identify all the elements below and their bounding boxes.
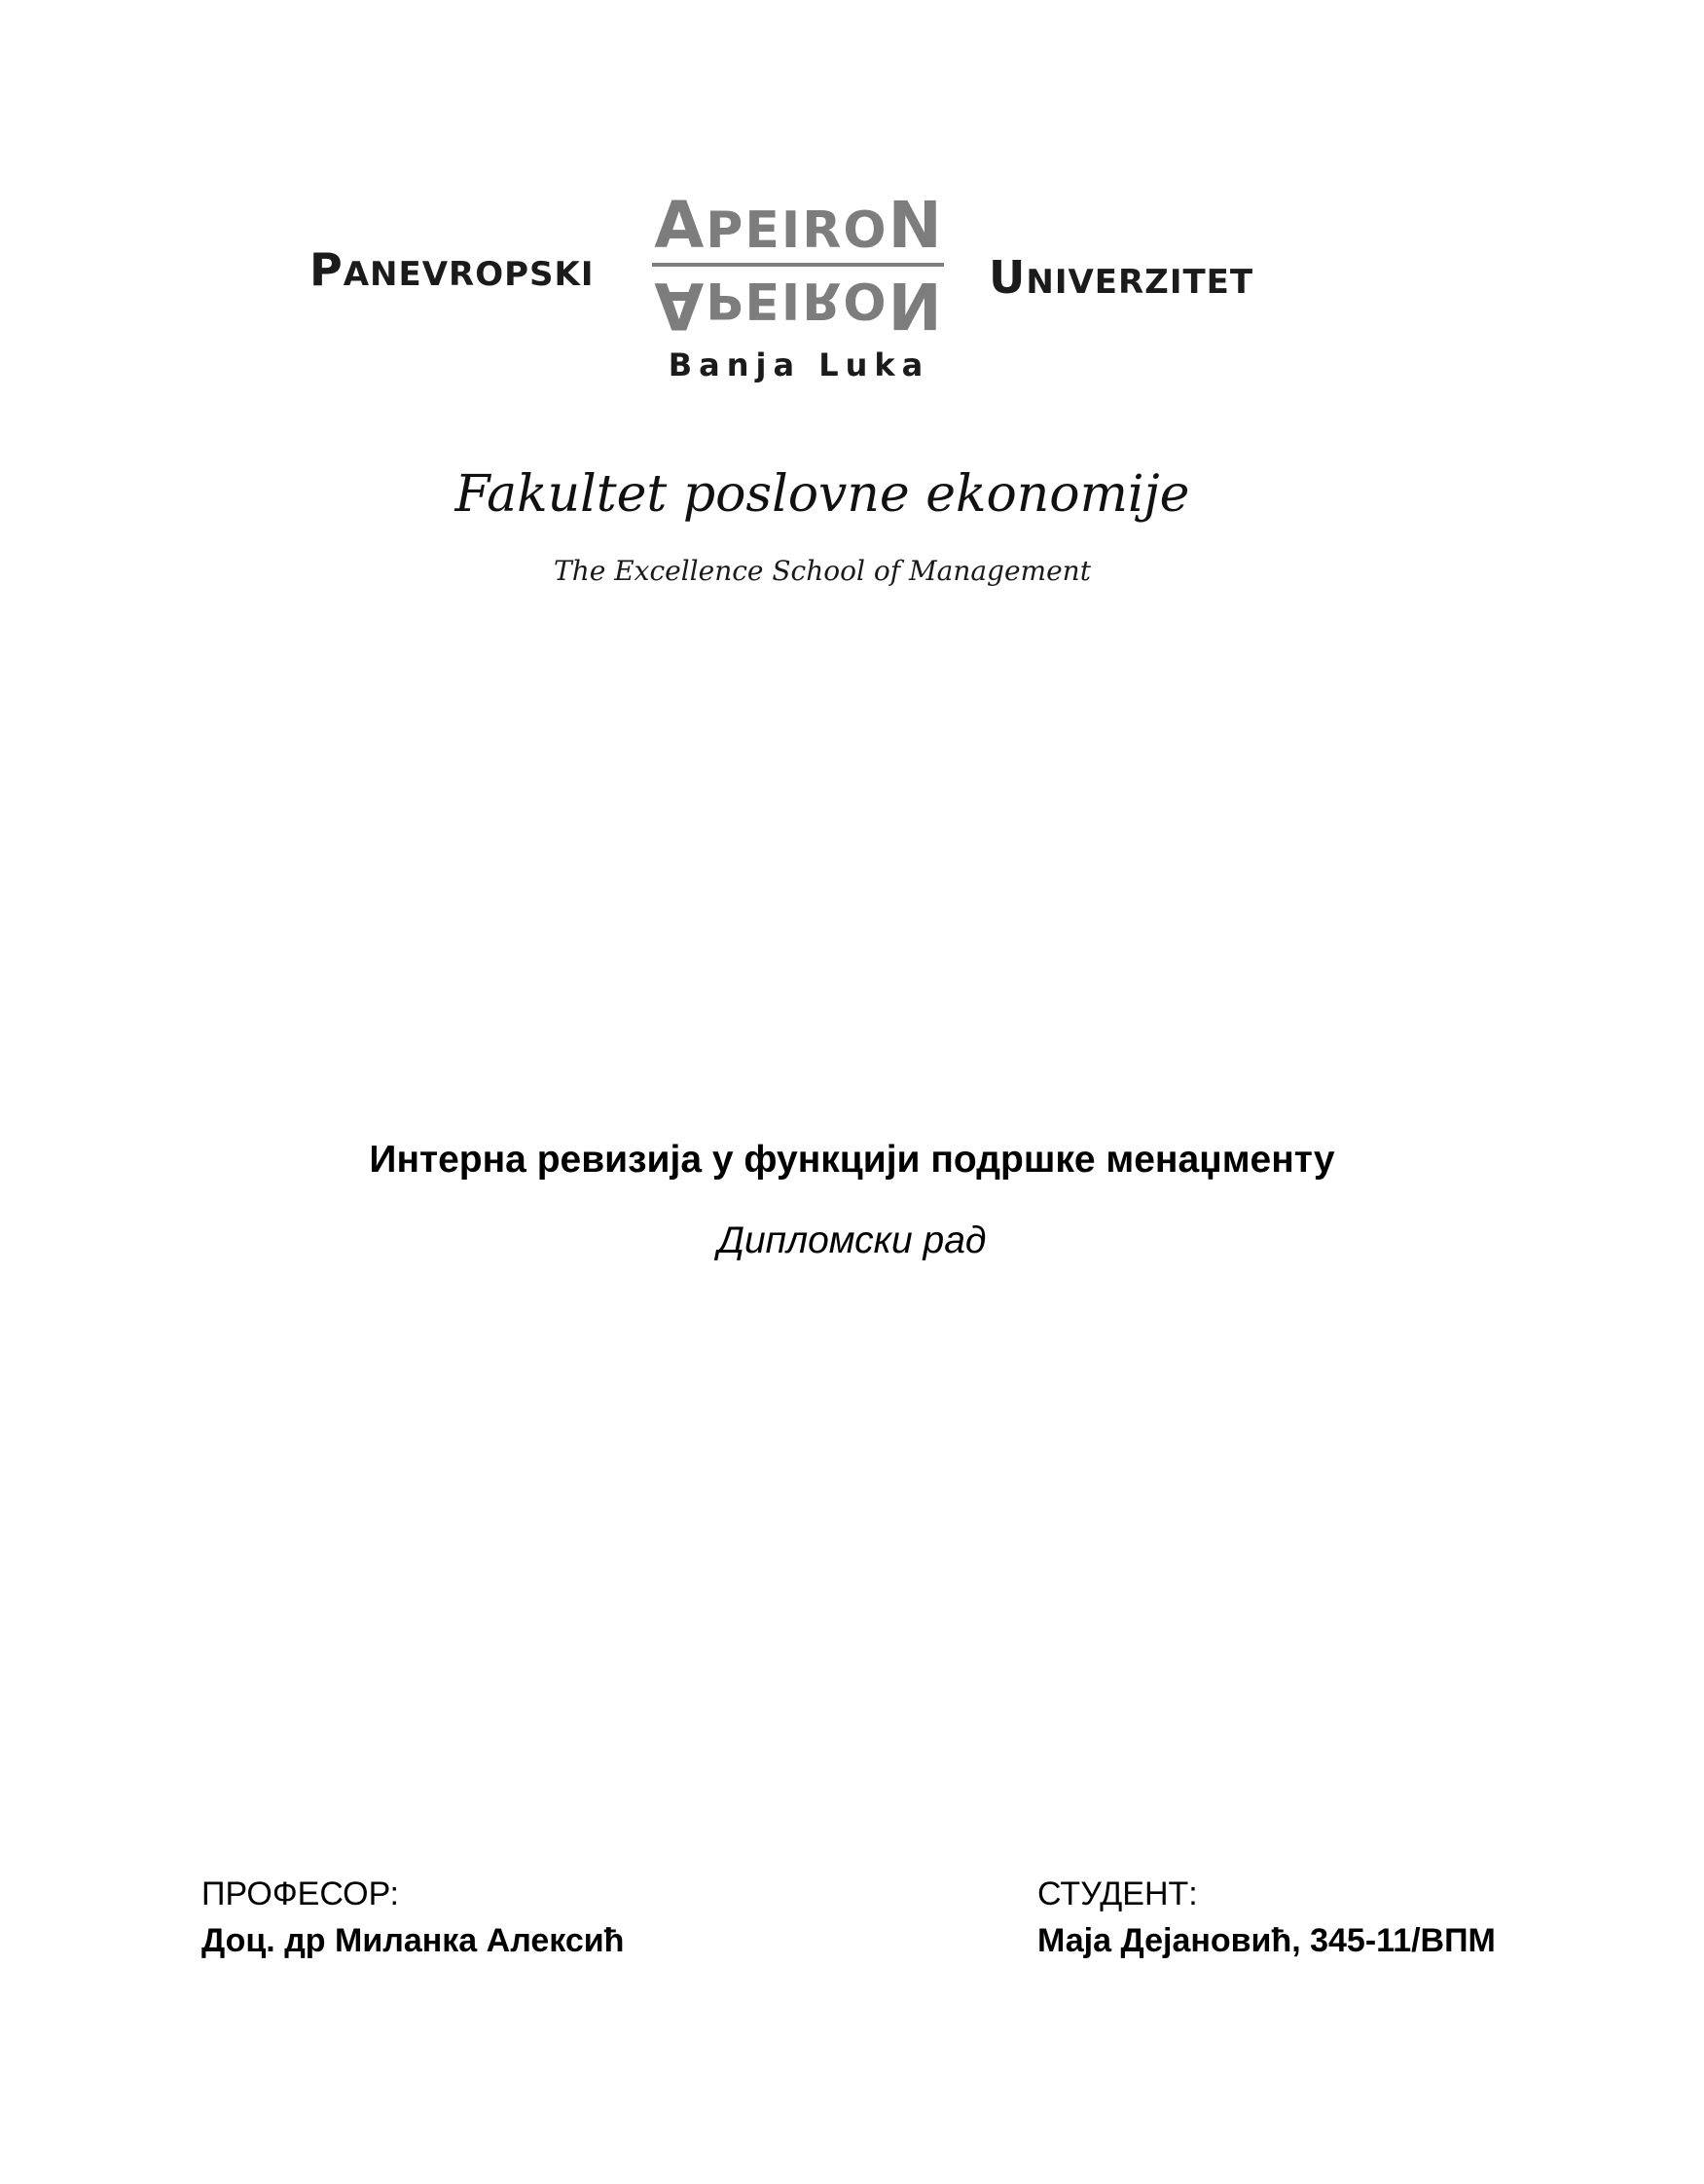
university-word-left-rest: ANEVROPSKI: [343, 255, 595, 294]
thesis-type: Дипломски рад: [717, 1219, 987, 1261]
logo-brand-initial: A: [654, 188, 707, 263]
student-label: СТУДЕНТ:: [1037, 1875, 1198, 1912]
university-word-right-initial: U: [989, 251, 1027, 304]
professor-name: Доц. др Миланка Алексић: [201, 1922, 625, 1959]
logo-brand-final: N: [888, 188, 944, 263]
logo-divider: [652, 263, 944, 267]
university-word-left-initial: P: [309, 243, 344, 296]
logo-mirror-final: N: [888, 268, 944, 343]
professor-label: ПРОФЕСОР:: [201, 1875, 399, 1912]
logo-mirror-middle: PEIRO: [706, 271, 888, 329]
faculty-name: Fakultet poslovne ekonomije: [454, 465, 1190, 524]
apeiron-logo: [650, 188, 948, 389]
faculty-subtitle: The Excellence School of Management: [554, 555, 1091, 587]
university-word-right: [989, 251, 1253, 304]
logo-mirror-initial: A: [654, 268, 707, 343]
university-word-right-rest: NIVERZITET: [1026, 263, 1254, 302]
thesis-title: Интерна ревизија у функцији подршке менаџменту: [369, 1139, 1335, 1181]
logo-brand-middle: PEIRO: [706, 201, 888, 260]
university-word-left: [309, 243, 595, 296]
logo-brand-mirror: [650, 268, 948, 343]
logo-city: Banja Luka: [668, 346, 930, 383]
logo-brand: [650, 188, 948, 263]
student-name: Маја Дејановић, 345-11/ВПМ: [1037, 1922, 1496, 1959]
